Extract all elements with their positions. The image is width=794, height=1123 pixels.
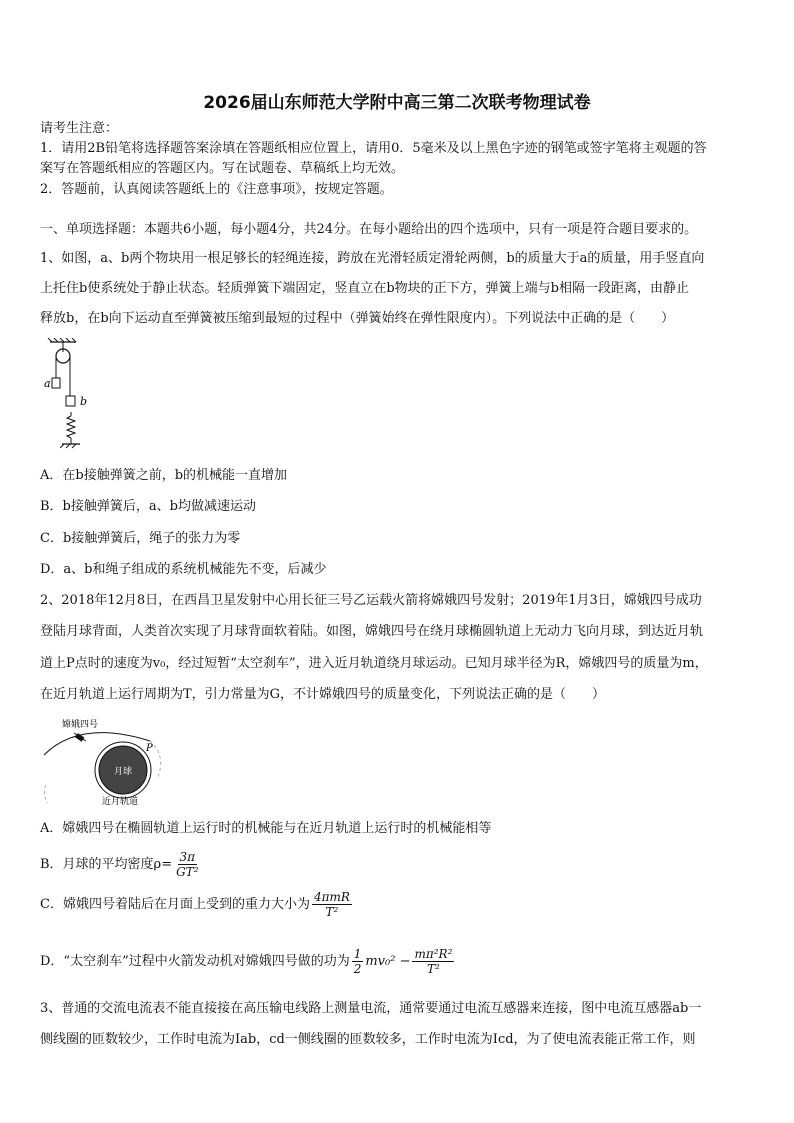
- label-a: a: [44, 377, 51, 390]
- gravity-fraction: $\frac{\text{4πmR}}{\text{T²}}$: [313, 890, 350, 919]
- option-b-text: B．月球的平均密度ρ=: [40, 857, 173, 872]
- option-c: C．b接触弹簧后，绳子的张力为零: [40, 531, 241, 546]
- moon-label: 月球: [114, 767, 133, 777]
- notice-item: 案写在答题纸相应的答题区内。写在试题卷、草稿纸上均无效。: [40, 161, 405, 176]
- pulley-spring-figure: [40, 338, 110, 460]
- energy-fraction: $\frac{\text{mπ²R²}}{\text{T²}}$: [414, 947, 453, 976]
- question-2-line: 登陆月球背面，人类首次实现了月球背面软着陆。如图，嫦娥四号在绕月球椭圆轨道上无动力飞向月球，到达近月轨: [40, 624, 704, 639]
- option-d: [40, 947, 456, 976]
- probe-label: 嫦娥四号: [62, 720, 99, 730]
- question-1-line: 释放b，在b向下运动直至弹簧被压缩到最短的过程中（弹簧始终在弹性限度内）。下列说法中正确的是（ ）: [40, 311, 675, 326]
- density-fraction: $\frac{3\pi}{\text{GT²}}$: [176, 850, 199, 879]
- notice-heading: 请考生注意：: [40, 121, 119, 136]
- section-heading: 一、单项选择题：本题共6小题，每小题4分，共24分。在每小题给出的四个选项中，只有一项是符合题目要求的。: [40, 222, 698, 237]
- question-2-line: 在近月轨道上运行周期为T，引力常量为G，不计嫦娥四号的质量变化，下列说法正确的是（ ）: [40, 687, 606, 702]
- half-fraction: $\frac{1}{2}$: [353, 947, 362, 976]
- option-d-mid: mv₀² −: [365, 954, 411, 969]
- option-c-text: C．嫦娥四号着陆后在月面上受到的重力大小为: [40, 897, 310, 912]
- question-2-line: 2、2018年12月8日，在西昌卫星发射中心用长征三号乙运载火箭将嫦娥四号发射；2019年1月3日，嫦娥四号成功: [40, 593, 702, 608]
- question-3-line: 侧线圈的匝数较少，工作时电流为Iab，cd一侧线圈的匝数较多，工作时电流为Icd，为了使电流表能正常工作，则: [40, 1032, 696, 1047]
- option-c: [40, 890, 354, 919]
- question-3-line: 3、普通的交流电流表不能直接接在高压输电线路上测量电流，通常要通过电流互感器来连接，图中电流互感器ab一: [40, 1001, 702, 1016]
- option-b: [40, 850, 203, 879]
- page-title: 2026届山东师范大学附中高三第二次联考物理试卷: [203, 93, 591, 113]
- question-1-line: 1、如图，a、b两个物块用一根足够长的轻绳连接，跨放在光滑轻质定滑轮两侧，b的质量大于a的质量，用手竖直向: [40, 251, 705, 266]
- point-p-label: P: [146, 743, 153, 754]
- option-a: A．嫦娥四号在椭圆轨道上运行时的机械能与在近月轨道上运行时的机械能相等: [40, 821, 492, 836]
- orbit-label: 近月轨道: [102, 797, 139, 807]
- option-a: A．在b接触弹簧之前，b的机械能一直增加: [40, 468, 288, 483]
- lunar-orbit-figure: [40, 715, 170, 807]
- notice-item: 1．请用2B铅笔将选择题答案涂填在答题纸相应位置上，请用0．5毫米及以上黑色字迹的钢笔或签字笔将主观题的答: [40, 141, 707, 156]
- question-2-line: 道上P点时的速度为v₀，经过短暂“太空刹车”，进入近月轨道绕月球运动。已知月球半径为R，嫦娥四号的质量为m，: [40, 656, 708, 671]
- label-b: b: [80, 395, 88, 408]
- option-b: B．b接触弹簧后，a、b均做减速运动: [40, 499, 256, 514]
- option-d: D．a、b和绳子组成的系统机械能先不变，后减少: [40, 562, 327, 577]
- notice-item: 2．答题前，认真阅读答题纸上的《注意事项》，按规定答题。: [40, 182, 393, 197]
- option-d-text: D．“太空刹车”过程中火箭发动机对嫦娥四号做的功为: [40, 954, 350, 969]
- question-1-line: 上托住b使系统处于静止状态。轻质弹簧下端固定，竖直立在b物块的正下方，弹簧上端与b相隔一段距离，由静止: [40, 281, 689, 296]
